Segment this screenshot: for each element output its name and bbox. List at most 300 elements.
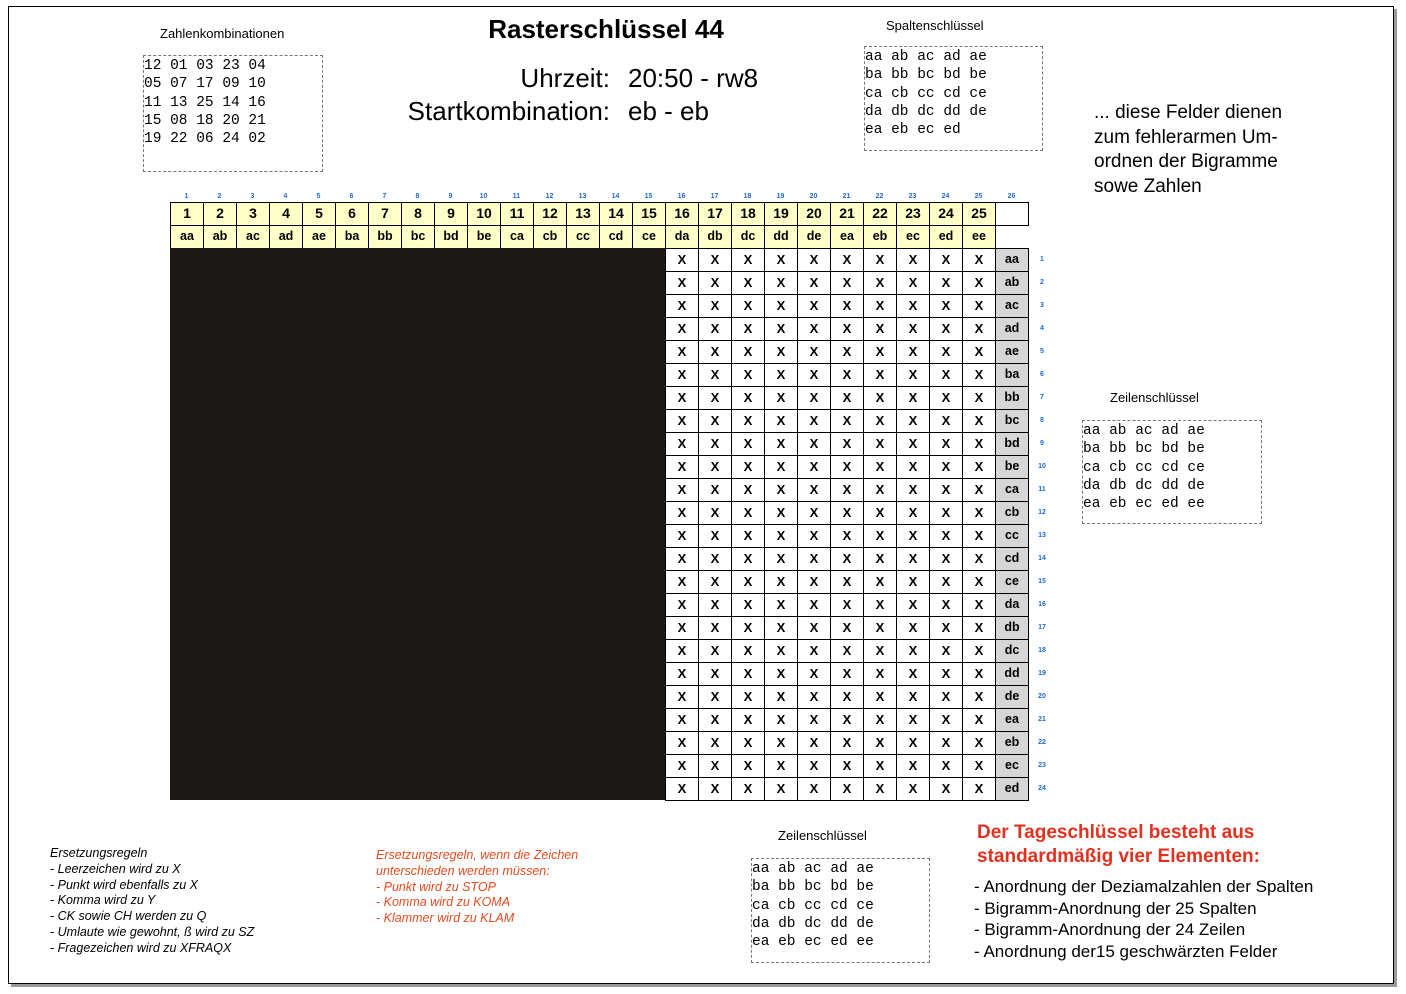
zeilen-right-caption: Zeilenschlüssel (1110, 390, 1199, 405)
column-number-header: 13 (566, 202, 600, 226)
grid-cell: X (863, 639, 897, 663)
grid-cell: X (830, 685, 864, 709)
grid-cell: X (764, 662, 798, 686)
column-index-number: 21 (842, 193, 851, 200)
grid-cell: X (830, 363, 864, 387)
tageschluessel-item: - Anordnung der Deziamalzahlen der Spalten (974, 877, 1314, 896)
column-index-number: 7 (382, 193, 387, 200)
grid-cell: X (698, 386, 732, 410)
tageschluessel-item: - Bigramm-Anordnung der 24 Zeilen (974, 920, 1246, 939)
zahlen-row: 05 07 17 09 10 (144, 76, 266, 93)
column-index-number: 6 (349, 193, 354, 200)
grid-cell: X (830, 616, 864, 640)
grid-cell: X (797, 570, 831, 594)
row-bigram-label: de (995, 685, 1029, 709)
grid-cell: X (731, 294, 765, 318)
grid-cell: X (731, 432, 765, 456)
spalten-row: ea eb ec ed (865, 122, 961, 139)
tageschluessel-item: - Bigramm-Anordnung der 25 Spalten (974, 898, 1257, 918)
grid-cell: X (797, 248, 831, 272)
grid-cell: X (863, 294, 897, 318)
grid-cell: X (863, 248, 897, 272)
grid-cell: X (962, 685, 996, 709)
grid-cell: X (863, 593, 897, 617)
column-bigram-header: ea (830, 225, 864, 249)
grid-cell: X (764, 248, 798, 272)
grid-cell: X (863, 777, 897, 801)
grid-cell: X (962, 708, 996, 732)
column-index-number: 20 (809, 193, 818, 200)
grid-cell: X (797, 593, 831, 617)
row-bigram-label: bc (995, 409, 1029, 433)
column-number-header: 23 (896, 202, 930, 226)
zeilen-bottom-row: ea eb ec ed ee (752, 934, 874, 951)
row-index-number: 22 (1038, 739, 1046, 746)
grid-cell: X (863, 478, 897, 502)
grid-cell: X (797, 708, 831, 732)
grid-cell: X (896, 524, 930, 548)
grid-cell: X (929, 685, 963, 709)
grid-cell: X (962, 432, 996, 456)
row-index-number: 5 (1040, 348, 1044, 355)
grid-cell: X (929, 777, 963, 801)
column-index-number: 14 (611, 193, 620, 200)
grid-cell: X (929, 294, 963, 318)
grid-cell: X (962, 317, 996, 341)
row-index-number: 2 (1040, 279, 1044, 286)
grid-cell: X (929, 708, 963, 732)
grid-cell: X (830, 731, 864, 755)
spalten-box (864, 46, 1043, 151)
row-index-number: 18 (1038, 647, 1046, 654)
grid-cell: X (962, 363, 996, 387)
grid-cell: X (962, 501, 996, 525)
grid-cell: X (665, 317, 699, 341)
grid-cell: X (764, 639, 798, 663)
column-number-header: 22 (863, 202, 897, 226)
column-bigram-header: ba (335, 225, 369, 249)
grid-cell: X (665, 662, 699, 686)
grid-cell: X (731, 662, 765, 686)
row-bigram-label: dd (995, 662, 1029, 686)
grid-cell: X (896, 593, 930, 617)
grid-cell: X (698, 685, 732, 709)
rules-red-item: - Punkt wird zu STOP (376, 879, 496, 894)
grid-cell: X (731, 754, 765, 778)
grid-cell: X (896, 432, 930, 456)
column-bigram-header: db (698, 225, 732, 249)
column-bigram-header: eb (863, 225, 897, 249)
grid-cell: X (962, 524, 996, 548)
start-label: Startkombination: (407, 96, 610, 126)
rules-item: - Leerzeichen wird zu X (50, 861, 181, 876)
grid-cell: X (896, 547, 930, 571)
column-index-number: 8 (415, 193, 420, 200)
column-number-header: 9 (434, 202, 468, 226)
grid-cell: X (665, 731, 699, 755)
zahlen-box (143, 55, 323, 172)
grid-cell: X (797, 639, 831, 663)
zeilen-right-row: ca cb cc cd ce (1083, 459, 1205, 476)
column-number-header: 16 (665, 202, 699, 226)
column-number-header: 5 (302, 202, 336, 226)
grid-cell: X (962, 662, 996, 686)
grid-cell: X (698, 248, 732, 272)
grid-cell: X (929, 432, 963, 456)
column-number-header: 2 (203, 202, 237, 226)
zahlen-row: 12 01 03 23 04 (144, 58, 266, 74)
grid-cell: X (962, 455, 996, 479)
grid-cell: X (797, 731, 831, 755)
column-number-header: 17 (698, 202, 732, 226)
grid-cell: X (962, 570, 996, 594)
column-bigram-header: ac (236, 225, 270, 249)
start-value: eb - eb (628, 96, 709, 126)
row-index-number: 12 (1038, 509, 1046, 516)
grid-cell: X (830, 455, 864, 479)
column-number-header: 3 (236, 202, 270, 226)
row-bigram-label: cc (995, 524, 1029, 548)
column-number-header: 24 (929, 202, 963, 226)
grid-cell: X (698, 363, 732, 387)
grid-cell: X (698, 271, 732, 295)
tageschluessel-item: - Anordnung der15 geschwärzten Felder (974, 941, 1278, 961)
grid-cell: X (863, 662, 897, 686)
column-bigram-header: aa (170, 225, 204, 249)
grid-cell: X (863, 570, 897, 594)
column-number-header: 8 (401, 202, 435, 226)
grid-cell: X (797, 501, 831, 525)
grid-cell: X (929, 731, 963, 755)
grid-cell: X (764, 478, 798, 502)
grid-cell: X (665, 294, 699, 318)
grid-cell: X (764, 570, 798, 594)
grid-cell: X (731, 455, 765, 479)
grid-cell: X (764, 777, 798, 801)
grid-cell: X (830, 501, 864, 525)
grid-cell: X (929, 501, 963, 525)
grid-cell: X (797, 340, 831, 364)
grid-cell: X (830, 386, 864, 410)
row-bigram-label: db (995, 616, 1029, 640)
grid-cell: X (665, 478, 699, 502)
grid-cell: X (665, 455, 699, 479)
grid-cell: X (962, 409, 996, 433)
column-bigram-header: ce (632, 225, 666, 249)
grid-cell: X (731, 570, 765, 594)
grid-cell: X (731, 593, 765, 617)
column-number-header: 12 (533, 202, 567, 226)
row-bigram-label: ce (995, 570, 1029, 594)
grid-cell: X (797, 455, 831, 479)
column-number-header: 21 (830, 202, 864, 226)
column-index-number: 10 (479, 193, 488, 200)
row-bigram-label: ca (995, 478, 1029, 502)
grid-cell: X (698, 340, 732, 364)
grid-cell: X (731, 639, 765, 663)
grid-cell: X (896, 294, 930, 318)
column-index-number: 22 (875, 193, 884, 200)
column-number-header: 20 (797, 202, 831, 226)
grid-cell: X (764, 593, 798, 617)
zahlen-row: 15 08 18 20 21 (144, 112, 266, 129)
zeilen-right-row: aa ab ac ad ae (1083, 423, 1205, 439)
row-bigram-label: bd (995, 432, 1029, 456)
row-bigram-label: ec (995, 754, 1029, 778)
row-bigram-label: eb (995, 731, 1029, 755)
grid-cell: X (797, 524, 831, 548)
zahlen-row: 19 22 06 24 02 (144, 131, 266, 148)
grid-cell: X (797, 685, 831, 709)
grid-cell: X (731, 547, 765, 571)
grid-cell: X (797, 409, 831, 433)
grid-cell: X (665, 616, 699, 640)
grid-cell: X (962, 754, 996, 778)
grid-cell: X (929, 570, 963, 594)
time-label: Uhrzeit: (520, 63, 610, 93)
row-index-number: 14 (1038, 555, 1046, 562)
grid-cell: X (764, 340, 798, 364)
grid-cell: X (731, 524, 765, 548)
grid-cell: X (698, 639, 732, 663)
grid-cell: X (797, 317, 831, 341)
grid-cell: X (665, 501, 699, 525)
grid-cell: X (863, 455, 897, 479)
grid-cell: X (929, 616, 963, 640)
spalten-row: ca cb cc cd ce (865, 85, 987, 102)
row-index-number: 4 (1040, 325, 1044, 332)
grid-cell: X (665, 754, 699, 778)
zahlen-row: 11 13 25 14 16 (144, 94, 266, 111)
grid-cell: X (698, 478, 732, 502)
grid-cell: X (764, 708, 798, 732)
grid-cell: X (764, 317, 798, 341)
grid-cell: X (929, 340, 963, 364)
spalten-row: aa ab ac ad ae (865, 49, 987, 65)
tageschluessel-list (974, 876, 1313, 962)
rules-red-item: - Klammer wird zu KLAM (376, 911, 515, 926)
grid-cell: X (830, 340, 864, 364)
grid-cell: X (896, 478, 930, 502)
grid-cell: X (797, 432, 831, 456)
rules-red-item: - Komma wird zu KOMA (376, 895, 511, 910)
grid-cell: X (797, 662, 831, 686)
grid-cell: X (962, 386, 996, 410)
grid-cell: X (731, 386, 765, 410)
row-bigram-label: da (995, 593, 1029, 617)
column-bigram-header: bc (401, 225, 435, 249)
grid-cell: X (665, 593, 699, 617)
column-bigram-header: ae (302, 225, 336, 249)
grid-cell: X (665, 777, 699, 801)
grid-cell: X (731, 271, 765, 295)
row-index-number: 3 (1040, 302, 1044, 309)
grid-cell: X (929, 547, 963, 571)
grid-cell: X (764, 271, 798, 295)
rules-item: - Komma wird zu Y (50, 893, 156, 908)
grid-cell: X (731, 478, 765, 502)
row-bigram-label: cd (995, 547, 1029, 571)
column-number-header: 19 (764, 202, 798, 226)
grid-cell: X (830, 478, 864, 502)
grid-cell: X (863, 432, 897, 456)
grid-cell: X (830, 708, 864, 732)
column-bigram-header: bb (368, 225, 402, 249)
grid-cell: X (863, 524, 897, 548)
grid-cell: X (665, 340, 699, 364)
grid-cell: X (731, 363, 765, 387)
grid-cell: X (962, 271, 996, 295)
rules-item: - Umlaute wie gewohnt, ß wird zu SZ (50, 924, 255, 939)
grid-cell: X (731, 248, 765, 272)
grid-cell: X (962, 616, 996, 640)
grid-cell: X (929, 524, 963, 548)
zeilen-bottom-row: da db dc dd de (752, 915, 874, 932)
row-index-number: 23 (1038, 762, 1046, 769)
grid-cell: X (896, 708, 930, 732)
zeilen-right-row: da db dc dd de (1083, 477, 1205, 494)
grid-cell: X (764, 547, 798, 571)
grid-cell: X (764, 409, 798, 433)
grid-cell: X (665, 386, 699, 410)
grid-cell: X (962, 777, 996, 801)
row-index-number: 21 (1038, 716, 1046, 723)
grid-cell: X (764, 524, 798, 548)
note-text (1094, 101, 1282, 199)
zahlen-caption: Zahlenkombinationen (160, 26, 285, 41)
column-number-header: 14 (599, 202, 633, 226)
grid-cell: X (896, 455, 930, 479)
grid-cell: X (698, 731, 732, 755)
grid-cell: X (698, 432, 732, 456)
grid-cell: X (962, 340, 996, 364)
grid-cell: X (896, 386, 930, 410)
row-bigram-label: ea (995, 708, 1029, 732)
row-index-number: 6 (1040, 371, 1044, 378)
grid-cell: X (863, 685, 897, 709)
column-index-number: 19 (776, 193, 785, 200)
grid-cell: X (665, 570, 699, 594)
column-index-number: 11 (512, 193, 521, 200)
grid-cell: X (665, 524, 699, 548)
grid-cell: X (764, 455, 798, 479)
spalten-row: da db dc dd de (865, 103, 987, 120)
grid-cell: X (797, 386, 831, 410)
grid-cell: X (929, 363, 963, 387)
grid-cell: X (863, 317, 897, 341)
column-number-header: 1 (170, 202, 204, 226)
grid-cell: X (863, 340, 897, 364)
row-index-number: 1 (1040, 256, 1044, 263)
grid-cell: X (962, 478, 996, 502)
row-index-number: 20 (1038, 693, 1046, 700)
spalten-row: ba bb bc bd be (865, 67, 987, 84)
grid-cell: X (896, 662, 930, 686)
grid-cell: X (929, 754, 963, 778)
column-bigram-header: cd (599, 225, 633, 249)
grid-cell: X (764, 432, 798, 456)
row-bigram-label: ae (995, 340, 1029, 364)
grid-cell: X (896, 363, 930, 387)
grid-cell: X (698, 317, 732, 341)
note-line: zum fehlerarmen Um- (1094, 126, 1278, 148)
time-value: 20:50 - rw8 (628, 63, 759, 93)
column-number-header: 4 (269, 202, 303, 226)
grid-cell: X (764, 754, 798, 778)
row-bigram-label: be (995, 455, 1029, 479)
column-index-number: 15 (644, 193, 653, 200)
column-number-header: 10 (467, 202, 501, 226)
grid-cell: X (830, 547, 864, 571)
grid-cell: X (665, 547, 699, 571)
row-bigram-label: ba (995, 363, 1029, 387)
grid-cell: X (665, 685, 699, 709)
row-bigram-label: cb (995, 501, 1029, 525)
grid-cell: X (830, 777, 864, 801)
column-bigram-header: be (467, 225, 501, 249)
grid-cell: X (896, 616, 930, 640)
grid-cell: X (863, 731, 897, 755)
column-bigram-header: cb (533, 225, 567, 249)
grid-cell: X (929, 662, 963, 686)
grid-cell: X (665, 708, 699, 732)
row-bigram-label: bb (995, 386, 1029, 410)
grid-cell: X (797, 616, 831, 640)
grid-cell: X (764, 501, 798, 525)
grid-cell: X (764, 294, 798, 318)
zeilen-right-row: ea eb ec ed ee (1083, 496, 1205, 513)
grid-cell: X (830, 248, 864, 272)
grid-cell: X (962, 294, 996, 318)
grid-cell: X (896, 570, 930, 594)
grid-cell: X (731, 501, 765, 525)
grid-cell: X (698, 501, 732, 525)
tageschluessel-heading (977, 821, 1260, 869)
grid-cell: X (830, 593, 864, 617)
grid-cell: X (698, 524, 732, 548)
row-index-number: 15 (1038, 578, 1046, 585)
column-index-number: 1 (184, 193, 189, 200)
column-index-number: 2 (217, 193, 222, 200)
grid-cell: X (896, 754, 930, 778)
grid-cell: X (929, 271, 963, 295)
rules-red-heading: Ersetzungsregeln, wenn die Zeichen (376, 848, 579, 862)
grid-cell: X (830, 294, 864, 318)
grid-cell: X (698, 409, 732, 433)
zeilen-bottom-box (751, 858, 930, 963)
grid-cell: X (830, 432, 864, 456)
grid-cell: X (929, 455, 963, 479)
row-bigram-label: ab (995, 271, 1029, 295)
grid-cell: X (698, 754, 732, 778)
grid-cell: X (929, 248, 963, 272)
note-line: sowe Zahlen (1094, 175, 1202, 197)
grid-cell: X (863, 501, 897, 525)
grid-cell: X (698, 777, 732, 801)
grid-cell: X (698, 547, 732, 571)
row-bigram-label: ad (995, 317, 1029, 341)
grid-cell: X (731, 409, 765, 433)
column-index-number: 25 (974, 193, 983, 200)
row-index-number: 16 (1038, 601, 1046, 608)
zeilen-right-box (1082, 420, 1262, 524)
grid-cell: X (830, 754, 864, 778)
grid-cell: X (896, 731, 930, 755)
column-number-header: 7 (368, 202, 402, 226)
grid-cell: X (731, 731, 765, 755)
grid-cell: X (797, 777, 831, 801)
grid-cell: X (830, 271, 864, 295)
